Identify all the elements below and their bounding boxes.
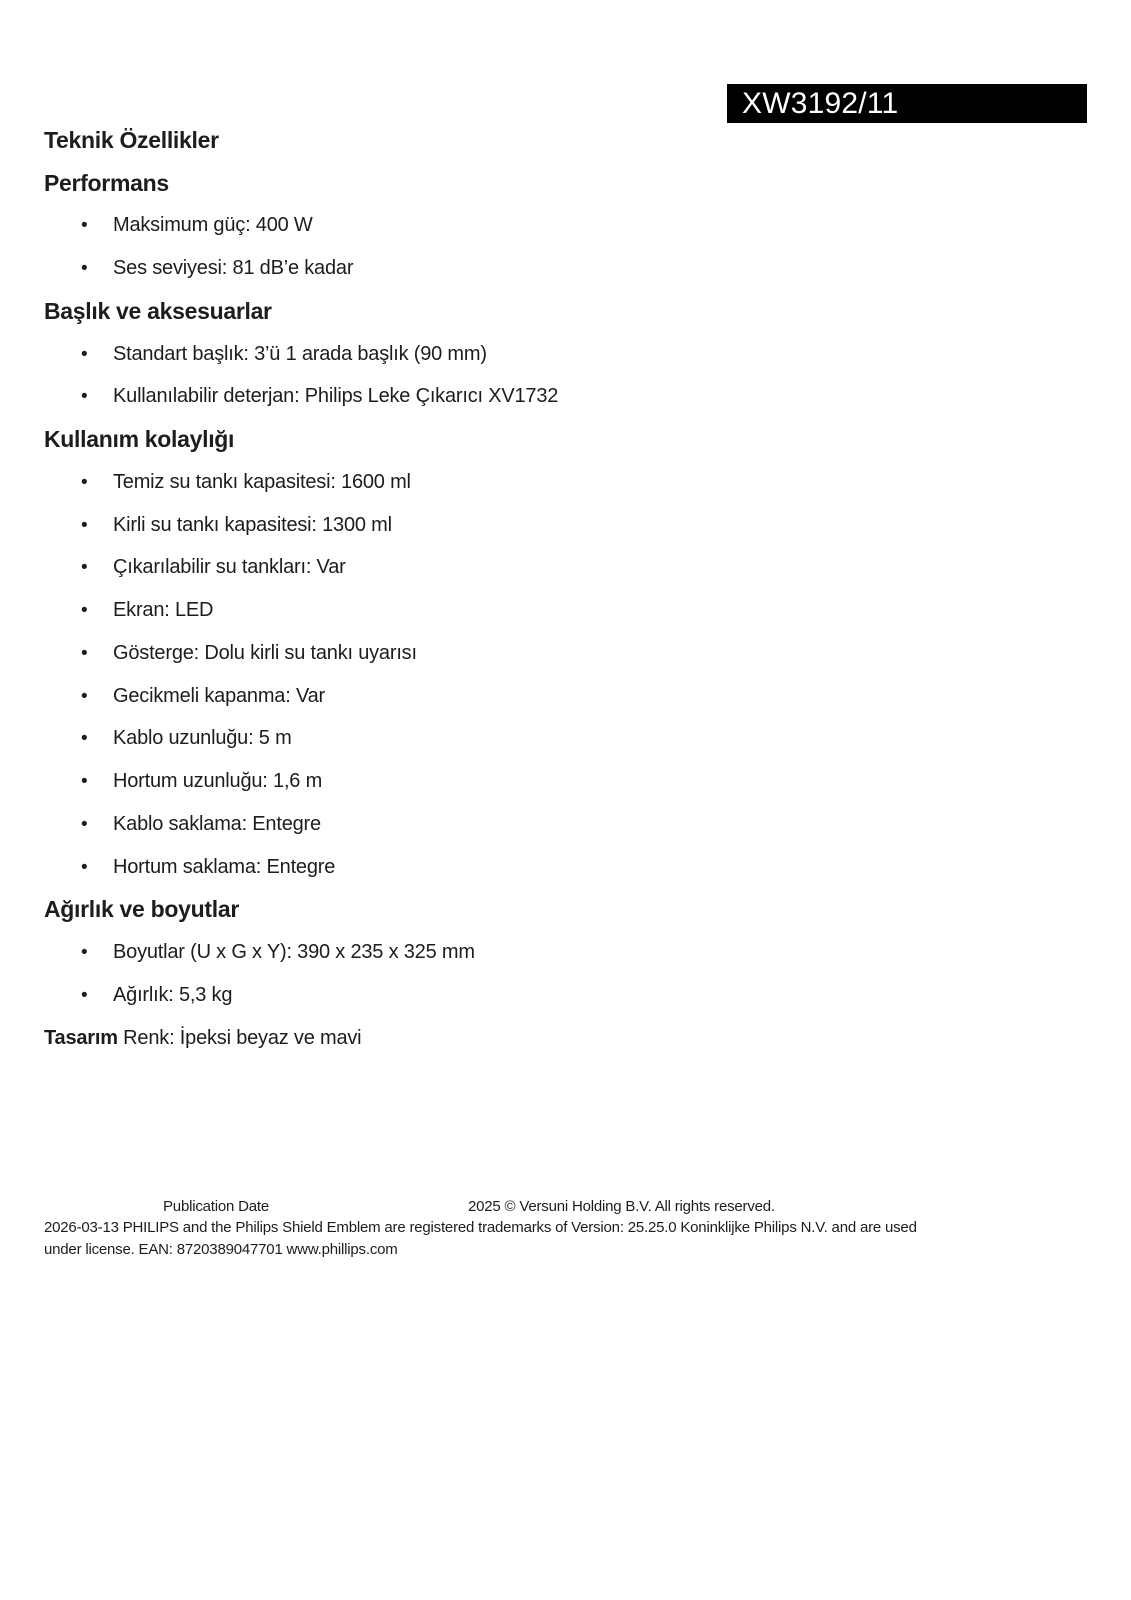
spec-text: Kablo uzunluğu: 5 m: [113, 727, 292, 750]
spec-text: Ağırlık: 5,3 kg: [113, 983, 233, 1006]
spec-list-item: [44, 760, 1084, 803]
spec-text: Kablo saklama: Entegre: [113, 812, 321, 835]
spec-list-item: [44, 205, 1084, 248]
spec-text: Hortum uzunluğu: 1,6 m: [113, 770, 323, 793]
bullet-icon: •: [81, 856, 88, 878]
spec-text: Hortum saklama: Entegre: [113, 855, 336, 878]
spec-text: Gecikmeli kapanma: Var: [113, 684, 325, 707]
bullet-icon: •: [81, 343, 88, 365]
bullet-icon: •: [81, 600, 88, 622]
design-value: Renk: İpeksi beyaz ve mavi: [117, 1026, 362, 1049]
design-label: Tasarım: [44, 1026, 118, 1049]
page-title: Teknik Özellikler: [44, 126, 219, 153]
spec-text: Gösterge: Dolu kirli su tankı uyarısı: [113, 641, 417, 664]
spec-list-item: [44, 846, 1084, 889]
spec-list-item: [44, 247, 1084, 290]
section-heading-performans: Performans: [44, 169, 169, 196]
spec-list-item: [44, 461, 1084, 504]
spec-list-item: [44, 333, 1084, 376]
section-heading-kullanim-kolayligi: Kullanım kolaylığı: [44, 426, 235, 453]
spec-list-item: [44, 675, 1084, 718]
spec-text: Ekran: LED: [113, 599, 214, 622]
spec-list-item: [44, 974, 1084, 1017]
bullet-icon: •: [81, 514, 88, 536]
spec-list-item: [44, 718, 1084, 761]
spec-text: Maksimum güç: 400 W: [113, 214, 313, 237]
bullet-icon: •: [81, 215, 88, 237]
publication-date-label: Publication Date: [163, 1198, 270, 1215]
bullet-icon: •: [81, 728, 88, 750]
spec-list-item: [44, 589, 1084, 632]
bullet-icon: •: [81, 771, 88, 793]
product-code: XW3192/11: [742, 86, 899, 120]
spec-text: Kullanılabilir deterjan: Philips Leke Çıkarıcı XV1732: [113, 385, 559, 408]
bullet-icon: •: [81, 685, 88, 707]
spec-text: Standart başlık: 3’ü 1 arada başlık (90 mm): [113, 342, 487, 365]
spec-content: [44, 119, 1084, 1060]
section-heading-agirlik-ve-boyutlar: Ağırlık ve boyutlar: [44, 896, 239, 923]
bullet-icon: •: [81, 386, 88, 408]
spec-text: Ses seviyesi: 81 dB’e kadar: [113, 257, 354, 280]
spec-list-item: [44, 632, 1084, 675]
spec-text: Kirli su tankı kapasitesi: 1300 ml: [113, 513, 392, 536]
spec-text: Temiz su tankı kapasitesi: 1600 ml: [113, 470, 411, 493]
bullet-icon: •: [81, 258, 88, 280]
spec-list-item: [44, 376, 1084, 419]
bullet-icon: •: [81, 557, 88, 579]
section-heading-baslik-ve-aksesuarlar: Başlık ve aksesuarlar: [44, 297, 272, 324]
design-line: [44, 1017, 1084, 1060]
copyright-text: 2025 © Versuni Holding B.V. All rights reserved.: [468, 1198, 775, 1215]
product-code-box: [727, 84, 1087, 123]
bullet-icon: •: [81, 813, 88, 835]
spec-text: Boyutlar (U x G x Y): 390 x 235 x 325 mm: [113, 941, 475, 964]
bullet-icon: •: [81, 642, 88, 664]
bullet-icon: •: [81, 984, 88, 1006]
bullet-icon: •: [81, 942, 88, 964]
spec-text: Çıkarılabilir su tankları: Var: [113, 556, 346, 579]
spec-list-item: [44, 504, 1084, 547]
bullet-icon: •: [81, 471, 88, 493]
license-ean-text: under license. EAN: 8720389047701 www.phillips.com: [44, 1241, 398, 1258]
spec-list-item: [44, 931, 1084, 974]
spec-list-item: [44, 803, 1084, 846]
trademark-text: 2026-03-13 PHILIPS and the Philips Shield Emblem are registered trademarks of Version: 25.25.0 Koninklijke Philips N.V. and are used: [44, 1219, 917, 1236]
spec-list-item: [44, 547, 1084, 590]
